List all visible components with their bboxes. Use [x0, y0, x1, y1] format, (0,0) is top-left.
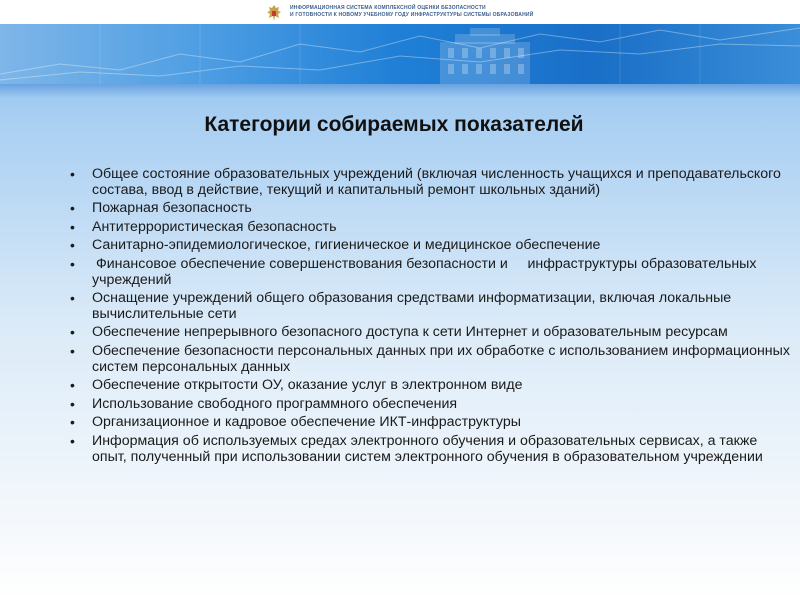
list-item-text: Пожарная безопасность [92, 200, 252, 217]
list-item [70, 378, 790, 394]
list-item [70, 220, 790, 236]
list-item [70, 257, 790, 288]
list-item-text: Общее состояние образовательных учреждений (включая численность учащихся и преподавательского состава, ввод в действие, текущий и капитальный ремонт школьных зданий) [92, 166, 781, 198]
list-item [70, 344, 790, 375]
bullet-icon: • [70, 290, 75, 307]
header-line-2: И ГОТОВНОСТИ К НОВОМУ УЧЕБНОМУ ГОДУ ИНФРАСТРУКТУРЫ СИСТЕМЫ ОБРАЗОВАНИЙ [290, 12, 534, 18]
coat-of-arms-icon [264, 3, 284, 23]
list-item-text: Обеспечение безопасности персональных данных при их обработке с использованием информационных систем персональных данных [92, 342, 790, 375]
list-item [70, 415, 790, 431]
header-caption [290, 5, 534, 19]
list-item-text: Санитарно-эпидемиологическое, гигиеническое и медицинское обеспечение [92, 237, 601, 254]
indicator-list [70, 167, 790, 468]
list-item [70, 201, 790, 217]
list-item-text: Информация об используемых средах электронного обучения и образовательных сервисах, а также опыт, полученный при использовании систем электронного обучения в образовательном учреждении [92, 432, 763, 465]
list-item-text: Обеспечение непрерывного безопасного доступа к сети Интернет и образовательным ресурсам [92, 324, 728, 341]
bullet-icon: • [70, 324, 75, 341]
bullet-icon: • [70, 255, 75, 272]
banner-shadow [0, 84, 800, 98]
list-item [70, 434, 790, 465]
slide-title [0, 113, 800, 137]
bullet-icon: • [70, 218, 75, 235]
list-item-text: Организационное и кадровое обеспечение ИКТ-инфраструктуры [92, 414, 521, 431]
bullet-icon: • [70, 395, 75, 412]
bullet-icon: • [70, 414, 75, 431]
list-item-text: Использование свободного программного обеспечения [92, 395, 458, 412]
list-item [70, 238, 790, 254]
bullet-icon: • [70, 166, 75, 182]
list-item-text: Антитеррористическая безопасность [92, 218, 337, 235]
bullet-icon: • [70, 377, 75, 394]
header-strip [0, 0, 800, 24]
banner-graphic [0, 24, 800, 84]
list-item [70, 291, 790, 322]
list-item [70, 167, 790, 198]
bullet-icon: • [70, 342, 75, 359]
list-item-text: Обеспечение открытости ОУ, оказание услуг в электронном виде [92, 377, 523, 394]
list-item [70, 325, 790, 341]
list-item-text: Оснащение учреждений общего образования средствами информатизации, включая локальные вычислительные сети [92, 290, 732, 322]
bullet-icon: • [70, 432, 75, 449]
bullet-icon: • [70, 237, 75, 254]
list-item-text: Финансовое обеспечение совершенствования безопасности и инфраструктуры образовательных учреждений [92, 255, 761, 288]
header-line-1: ИНФОРМАЦИОННАЯ СИСТЕМА КОМПЛЕКСНОЙ ОЦЕНКИ БЕЗОПАСНОСТИ [290, 5, 486, 11]
header-banner [0, 24, 800, 84]
bullet-icon: • [70, 200, 75, 217]
slide-title-text: Категории собираемых показателей [204, 113, 584, 136]
list-item [70, 397, 790, 413]
